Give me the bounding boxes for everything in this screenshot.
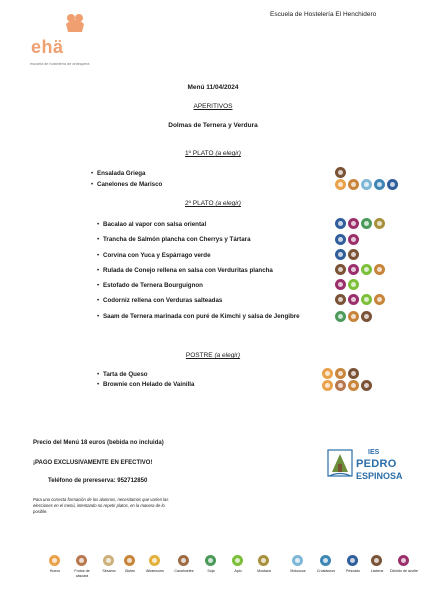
allergen-icon	[361, 311, 372, 322]
allergen-icon	[374, 294, 385, 305]
allergen-icon	[335, 167, 346, 178]
allergen-icon	[335, 368, 346, 379]
legend-label: Frutos de cáscara	[74, 569, 90, 578]
segundo-heading: 2º PLATO (a elegir)	[185, 200, 241, 207]
allergen-gluten-icon	[124, 555, 135, 566]
allergen-icon	[348, 311, 359, 322]
allergen-icon	[361, 179, 372, 190]
menu-item: • Tarta de Queso	[103, 371, 148, 378]
allergen-egg-icon	[49, 555, 60, 566]
legend-label: Gluten	[124, 569, 136, 573]
allergen-icon	[348, 234, 359, 245]
logo-word: ehä	[31, 37, 64, 57]
menu-title: Menú 11/04/2024	[187, 84, 239, 91]
allergen-icon	[348, 279, 359, 290]
allergen-icon	[348, 380, 359, 391]
allergen-celery-icon	[232, 555, 243, 566]
allergen-icon	[335, 249, 346, 260]
allergen-lupin-icon	[149, 555, 160, 566]
menu-item: • Trancha de Salmón plancha con Cherrys y Tártara	[103, 236, 251, 243]
allergen-icon	[348, 368, 359, 379]
allergen-mollusc-icon	[292, 555, 303, 566]
menu-price: Precio del Menú 18 euros (bebida no incluida)	[33, 440, 164, 446]
ies-emblem-icon	[326, 446, 354, 482]
menu-item: • Saam de Ternera marinada con puré de Kimchi y salsa de Jengibre	[103, 313, 300, 320]
allergen-icon	[335, 380, 346, 391]
legend-label: Soja	[207, 569, 215, 573]
legend-label: Apio	[234, 569, 242, 573]
menu-item: • Estofado de Ternera Bourguignon	[103, 282, 203, 289]
allergen-nuts-icon	[76, 555, 87, 566]
allergen-icon	[361, 218, 372, 229]
allergen-peanut-icon	[178, 555, 189, 566]
legend-label: Pescado	[346, 569, 360, 573]
allergen-icon	[348, 264, 359, 275]
legend-label: Sésamo	[102, 569, 116, 573]
allergen-icon	[374, 179, 385, 190]
menu-item: • Ensalada Griega	[97, 170, 146, 177]
student-note: Para una correcta formación de los alumnos, necesitamos que varíen las elecciones en el menú, intentando no repetir platos, en la manera de lo posible.	[33, 497, 169, 514]
aperitivos-heading: APERITIVOS	[193, 103, 233, 110]
legend-label: Dióxido de azufre	[390, 569, 418, 573]
allergen-crustacean-icon	[320, 555, 331, 566]
allergen-fish-icon	[347, 555, 358, 566]
menu-item: • Rulada de Conejo rellena en salsa con Verduritas plancha	[103, 267, 273, 274]
allergen-icon	[361, 264, 372, 275]
legend-label: Huevo	[49, 569, 61, 573]
allergen-icon	[335, 279, 346, 290]
menu-item: • Brownie con Helado de Vainilla	[103, 381, 194, 388]
allergen-icon	[348, 294, 359, 305]
postre-heading: POSTRE (a elegir)	[185, 352, 241, 359]
legend-label: Altramuces	[146, 569, 164, 573]
allergen-icon	[374, 264, 385, 275]
allergen-icon	[361, 294, 372, 305]
legend-label: Crustáceos	[316, 569, 336, 573]
allergen-icon	[374, 218, 385, 229]
school-name: Escuela de Hostelería El Henchidero	[270, 11, 377, 18]
allergen-icon	[387, 179, 398, 190]
allergen-legend	[0, 555, 426, 592]
legend-label: Moluscos	[290, 569, 306, 573]
aperitivos-dish: Dolmas de Ternera y Verdura	[168, 122, 258, 129]
logo-subtitle: escuela de hostelería de antequera	[30, 62, 90, 66]
ies-name-pedro: PEDRO	[356, 458, 397, 470]
allergen-dairy-icon	[371, 555, 382, 566]
allergen-icon	[335, 218, 346, 229]
allergen-icon	[348, 218, 359, 229]
menu-item: • Codorniz rellena con Verduras salteadas	[103, 297, 222, 304]
allergen-icon	[335, 311, 346, 322]
primero-heading: 1º PLATO (a elegir)	[185, 150, 241, 157]
allergen-icon	[335, 234, 346, 245]
allergen-mustard-icon	[258, 555, 269, 566]
allergen-icon	[335, 294, 346, 305]
allergen-icon	[335, 264, 346, 275]
ies-label: IES	[368, 449, 380, 456]
menu-item: • Canelones de Marisco	[97, 181, 162, 188]
allergen-icon	[348, 179, 359, 190]
allergen-icon	[322, 380, 333, 391]
menu-item: • Bacalao al vapor con salsa oriental	[103, 221, 206, 228]
allergen-sulphite-icon	[398, 555, 409, 566]
menu-item: • Corvina con Yuca y Espárrago verde	[103, 252, 211, 259]
allergen-sesame-icon	[103, 555, 114, 566]
legend-label: Lácteos	[370, 569, 384, 573]
allergen-icon	[361, 380, 372, 391]
payment-notice: ¡PAGO EXCLUSIVAMENTE EN EFECTIVO!	[33, 460, 153, 466]
ies-name-espinosa: ESPINOSA	[356, 471, 403, 481]
legend-label: Cacahuetes	[174, 569, 194, 573]
reservation-phone: Teléfono de prereserva: 952712850	[48, 478, 148, 484]
ies-logo	[326, 446, 354, 482]
allergen-icon	[348, 249, 359, 260]
allergen-icon	[335, 179, 346, 190]
legend-label: Mostaza	[257, 569, 271, 573]
allergen-icon	[322, 368, 333, 379]
allergen-soy-icon	[205, 555, 216, 566]
